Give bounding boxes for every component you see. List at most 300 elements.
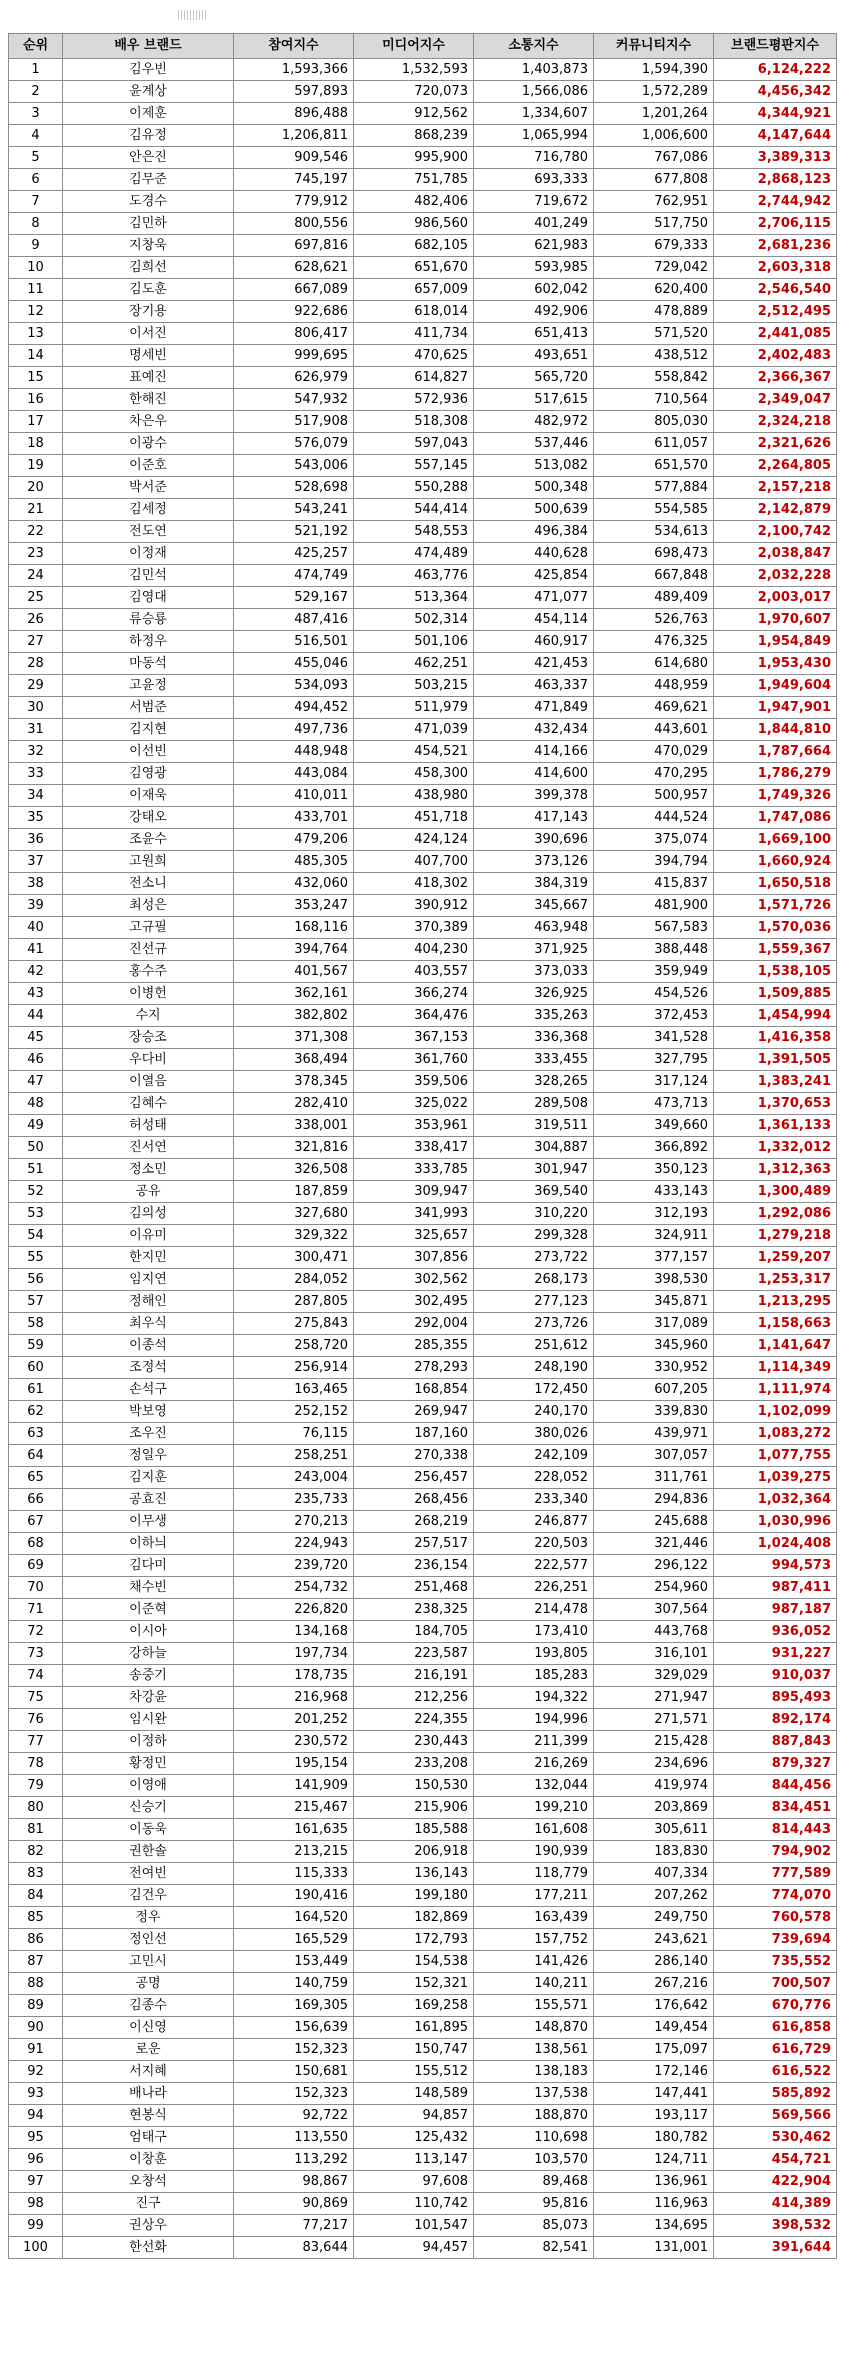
brand-reputation-index-cell: 2,706,115 [714,213,837,235]
participation-index-cell: 156,639 [234,2017,354,2039]
community-index-cell: 296,122 [594,1555,714,1577]
communication-index-cell: 384,319 [474,873,594,895]
table-row [9,1709,837,1731]
media-index-cell: 366,274 [354,983,474,1005]
table-row [9,1841,837,1863]
brand-reputation-index-cell: 2,402,483 [714,345,837,367]
media-index-cell: 169,258 [354,1995,474,2017]
table-row [9,2127,837,2149]
actor-name-cell: 진구 [63,2193,234,2215]
rank-cell: 77 [9,1731,63,1753]
rank-cell: 56 [9,1269,63,1291]
community-index-cell: 469,621 [594,697,714,719]
community-index-cell: 710,564 [594,389,714,411]
brand-reputation-index-cell: 569,566 [714,2105,837,2127]
rank-cell: 95 [9,2127,63,2149]
communication-index-cell: 248,190 [474,1357,594,1379]
brand-reputation-index-cell: 1,077,755 [714,1445,837,1467]
rank-cell: 43 [9,983,63,1005]
participation-index-cell: 113,292 [234,2149,354,2171]
participation-index-cell: 201,252 [234,1709,354,1731]
table-row [9,1489,837,1511]
rank-cell: 23 [9,543,63,565]
community-index-cell: 517,750 [594,213,714,235]
media-index-cell: 150,530 [354,1775,474,1797]
community-index-cell: 614,680 [594,653,714,675]
media-index-cell: 184,705 [354,1621,474,1643]
table-row [9,2237,837,2259]
community-index-cell: 500,957 [594,785,714,807]
media-index-cell: 150,747 [354,2039,474,2061]
table-row [9,939,837,961]
brand-reputation-index-cell: 1,032,364 [714,1489,837,1511]
communication-index-cell: 328,265 [474,1071,594,1093]
community-index-cell: 271,947 [594,1687,714,1709]
communication-index-cell: 173,410 [474,1621,594,1643]
table-row [9,1555,837,1577]
brand-reputation-index-cell: 1,669,100 [714,829,837,851]
participation-index-cell: 1,593,366 [234,59,354,81]
brand-reputation-index-cell: 834,451 [714,1797,837,1819]
brand-reputation-index-cell: 1,747,086 [714,807,837,829]
brand-reputation-index-cell: 398,532 [714,2215,837,2237]
rank-cell: 24 [9,565,63,587]
community-index-cell: 207,262 [594,1885,714,1907]
media-index-cell: 215,906 [354,1797,474,1819]
community-index-cell: 377,157 [594,1247,714,1269]
communication-index-cell: 414,166 [474,741,594,763]
media-index-cell: 557,145 [354,455,474,477]
media-index-cell: 458,300 [354,763,474,785]
actor-name-cell: 김우빈 [63,59,234,81]
community-index-cell: 317,089 [594,1313,714,1335]
actor-name-cell: 지창욱 [63,235,234,257]
participation-index-cell: 667,089 [234,279,354,301]
brand-reputation-index-cell: 1,954,849 [714,631,837,653]
actor-name-cell: 한지민 [63,1247,234,1269]
communication-index-cell: 421,453 [474,653,594,675]
rank-cell: 93 [9,2083,63,2105]
actor-name-cell: 임지연 [63,1269,234,1291]
brand-reputation-index-cell: 760,578 [714,1907,837,1929]
rank-cell: 45 [9,1027,63,1049]
table-row [9,1621,837,1643]
table-row [9,169,837,191]
table-row [9,279,837,301]
community-index-cell: 444,524 [594,807,714,829]
actor-name-cell: 강태오 [63,807,234,829]
communication-index-cell: 138,183 [474,2061,594,2083]
actor-name-cell: 오창석 [63,2171,234,2193]
actor-name-cell: 류승룡 [63,609,234,631]
media-index-cell: 370,389 [354,917,474,939]
media-index-cell: 101,547 [354,2215,474,2237]
media-index-cell: 110,742 [354,2193,474,2215]
brand-reputation-index-cell: 1,292,086 [714,1203,837,1225]
media-index-cell: 236,154 [354,1555,474,1577]
rank-cell: 9 [9,235,63,257]
table-row [9,961,837,983]
media-index-cell: 614,827 [354,367,474,389]
table-row [9,521,837,543]
media-index-cell: 353,961 [354,1115,474,1137]
media-index-cell: 238,325 [354,1599,474,1621]
rank-cell: 30 [9,697,63,719]
table-row [9,1819,837,1841]
media-index-cell: 216,191 [354,1665,474,1687]
brand-reputation-index-cell: 1,083,272 [714,1423,837,1445]
communication-index-cell: 214,478 [474,1599,594,1621]
participation-index-cell: 161,635 [234,1819,354,1841]
participation-index-cell: 485,305 [234,851,354,873]
actor-name-cell: 김다미 [63,1555,234,1577]
rank-cell: 67 [9,1511,63,1533]
table-row [9,1907,837,1929]
community-index-cell: 203,869 [594,1797,714,1819]
community-index-cell: 131,001 [594,2237,714,2259]
actor-name-cell: 이서진 [63,323,234,345]
participation-index-cell: 455,046 [234,653,354,675]
table-row [9,1665,837,1687]
participation-index-cell: 213,215 [234,1841,354,1863]
table-row [9,345,837,367]
brand-reputation-index-cell: 4,147,644 [714,125,837,147]
rank-cell: 28 [9,653,63,675]
communication-index-cell: 326,925 [474,983,594,1005]
participation-index-cell: 474,749 [234,565,354,587]
table-row [9,323,837,345]
table-row [9,81,837,103]
participation-index-cell: 76,115 [234,1423,354,1445]
rank-cell: 49 [9,1115,63,1137]
rank-cell: 36 [9,829,63,851]
communication-index-cell: 216,269 [474,1753,594,1775]
table-row [9,1071,837,1093]
rank-cell: 40 [9,917,63,939]
participation-index-cell: 382,802 [234,1005,354,1027]
participation-index-cell: 282,410 [234,1093,354,1115]
actor-name-cell: 이선빈 [63,741,234,763]
media-index-cell: 269,947 [354,1401,474,1423]
media-index-cell: 172,793 [354,1929,474,1951]
rank-cell: 71 [9,1599,63,1621]
table-row [9,1577,837,1599]
communication-index-cell: 513,082 [474,455,594,477]
actor-name-cell: 채수빈 [63,1577,234,1599]
community-index-cell: 193,117 [594,2105,714,2127]
brand-reputation-index-cell: 2,681,236 [714,235,837,257]
actor-name-cell: 김도훈 [63,279,234,301]
actor-name-cell: 김혜수 [63,1093,234,1115]
communication-index-cell: 155,571 [474,1995,594,2017]
communication-index-cell: 140,211 [474,1973,594,1995]
rank-cell: 1 [9,59,63,81]
rank-cell: 78 [9,1753,63,1775]
community-index-cell: 321,446 [594,1533,714,1555]
participation-index-cell: 258,251 [234,1445,354,1467]
participation-index-cell: 230,572 [234,1731,354,1753]
participation-index-cell: 150,681 [234,2061,354,2083]
media-index-cell: 212,256 [354,1687,474,1709]
actor-name-cell: 이하늬 [63,1533,234,1555]
media-index-cell: 233,208 [354,1753,474,1775]
brand-reputation-index-cell: 1,559,367 [714,939,837,961]
community-index-cell: 124,711 [594,2149,714,2171]
communication-index-cell: 194,996 [474,1709,594,1731]
participation-index-cell: 534,093 [234,675,354,697]
table-row [9,1181,837,1203]
rank-cell: 37 [9,851,63,873]
participation-index-cell: 410,011 [234,785,354,807]
actor-name-cell: 이제훈 [63,103,234,125]
community-index-cell: 311,761 [594,1467,714,1489]
rank-cell: 2 [9,81,63,103]
rank-cell: 99 [9,2215,63,2237]
header-rank: 순위 [9,34,63,59]
community-index-cell: 345,871 [594,1291,714,1313]
brand-reputation-index-cell: 2,512,495 [714,301,837,323]
communication-index-cell: 89,468 [474,2171,594,2193]
rank-cell: 35 [9,807,63,829]
media-index-cell: 720,073 [354,81,474,103]
media-index-cell: 470,625 [354,345,474,367]
rank-cell: 92 [9,2061,63,2083]
actor-name-cell: 공유 [63,1181,234,1203]
actor-name-cell: 이광수 [63,433,234,455]
communication-index-cell: 304,887 [474,1137,594,1159]
brand-reputation-index-cell: 774,070 [714,1885,837,1907]
participation-index-cell: 115,333 [234,1863,354,1885]
participation-index-cell: 140,759 [234,1973,354,1995]
participation-index-cell: 168,116 [234,917,354,939]
actor-name-cell: 정소민 [63,1159,234,1181]
participation-index-cell: 516,501 [234,631,354,653]
brand-reputation-index-cell: 1,039,275 [714,1467,837,1489]
table-row [9,2061,837,2083]
brand-reputation-index-cell: 2,349,047 [714,389,837,411]
brand-reputation-index-cell: 1,787,664 [714,741,837,763]
community-index-cell: 407,334 [594,1863,714,1885]
brand-reputation-index-cell: 2,032,228 [714,565,837,587]
media-index-cell: 361,760 [354,1049,474,1071]
actor-name-cell: 고민시 [63,1951,234,1973]
brand-reputation-index-cell: 2,546,540 [714,279,837,301]
table-row [9,1137,837,1159]
actor-name-cell: 현봉식 [63,2105,234,2127]
community-index-cell: 534,613 [594,521,714,543]
actor-name-cell: 차강윤 [63,1687,234,1709]
rank-cell: 85 [9,1907,63,1929]
media-index-cell: 125,432 [354,2127,474,2149]
media-index-cell: 407,700 [354,851,474,873]
community-index-cell: 330,952 [594,1357,714,1379]
media-index-cell: 223,587 [354,1643,474,1665]
participation-index-cell: 256,914 [234,1357,354,1379]
brand-reputation-index-cell: 936,052 [714,1621,837,1643]
community-index-cell: 327,795 [594,1049,714,1071]
community-index-cell: 176,642 [594,1995,714,2017]
rank-cell: 96 [9,2149,63,2171]
participation-index-cell: 597,893 [234,81,354,103]
table-row [9,1203,837,1225]
brand-reputation-index-cell: 454,721 [714,2149,837,2171]
brand-reputation-index-cell: 585,892 [714,2083,837,2105]
participation-index-cell: 163,465 [234,1379,354,1401]
actor-name-cell: 김민하 [63,213,234,235]
communication-index-cell: 371,925 [474,939,594,961]
actor-name-cell: 조우진 [63,1423,234,1445]
participation-index-cell: 1,206,811 [234,125,354,147]
rank-cell: 29 [9,675,63,697]
actor-name-cell: 이창훈 [63,2149,234,2171]
participation-index-cell: 576,079 [234,433,354,455]
media-index-cell: 501,106 [354,631,474,653]
actor-name-cell: 전여빈 [63,1863,234,1885]
header-participation-index: 참여지수 [234,34,354,59]
table-row [9,1731,837,1753]
rank-cell: 52 [9,1181,63,1203]
table-row [9,433,837,455]
communication-index-cell: 621,983 [474,235,594,257]
brand-reputation-index-cell: 987,187 [714,1599,837,1621]
rank-cell: 4 [9,125,63,147]
communication-index-cell: 500,348 [474,477,594,499]
participation-index-cell: 433,701 [234,807,354,829]
community-index-cell: 1,006,600 [594,125,714,147]
participation-index-cell: 275,843 [234,1313,354,1335]
communication-index-cell: 373,126 [474,851,594,873]
header-row [9,34,837,59]
community-index-cell: 448,959 [594,675,714,697]
rank-cell: 62 [9,1401,63,1423]
participation-index-cell: 896,488 [234,103,354,125]
community-index-cell: 307,057 [594,1445,714,1467]
actor-name-cell: 한해진 [63,389,234,411]
table-row [9,983,837,1005]
media-index-cell: 657,009 [354,279,474,301]
table-row [9,587,837,609]
actor-name-cell: 조윤수 [63,829,234,851]
brand-reputation-index-cell: 994,573 [714,1555,837,1577]
table-row [9,1269,837,1291]
actor-name-cell: 진서연 [63,1137,234,1159]
participation-index-cell: 806,417 [234,323,354,345]
media-index-cell: 463,776 [354,565,474,587]
table-body [9,59,837,2259]
actor-name-cell: 명세빈 [63,345,234,367]
participation-index-cell: 90,869 [234,2193,354,2215]
communication-index-cell: 246,877 [474,1511,594,1533]
brand-reputation-index-cell: 1,786,279 [714,763,837,785]
community-index-cell: 478,889 [594,301,714,323]
participation-index-cell: 254,732 [234,1577,354,1599]
brand-reputation-index-cell: 6,124,222 [714,59,837,81]
communication-index-cell: 319,511 [474,1115,594,1137]
media-index-cell: 544,414 [354,499,474,521]
table-row [9,389,837,411]
brand-reputation-index-cell: 2,142,879 [714,499,837,521]
participation-index-cell: 543,006 [234,455,354,477]
communication-index-cell: 651,413 [474,323,594,345]
participation-index-cell: 77,217 [234,2215,354,2237]
actor-name-cell: 전소니 [63,873,234,895]
communication-index-cell: 482,972 [474,411,594,433]
media-index-cell: 230,443 [354,1731,474,1753]
actor-name-cell: 전도연 [63,521,234,543]
table-header [9,34,837,59]
communication-index-cell: 333,455 [474,1049,594,1071]
rank-cell: 59 [9,1335,63,1357]
actor-name-cell: 한선화 [63,2237,234,2259]
media-index-cell: 482,406 [354,191,474,213]
table-row [9,609,837,631]
participation-index-cell: 800,556 [234,213,354,235]
communication-index-cell: 517,615 [474,389,594,411]
table-row [9,477,837,499]
participation-index-cell: 425,257 [234,543,354,565]
media-index-cell: 462,251 [354,653,474,675]
media-index-cell: 154,538 [354,1951,474,1973]
communication-index-cell: 500,639 [474,499,594,521]
participation-index-cell: 134,168 [234,1621,354,1643]
brand-reputation-index-cell: 739,694 [714,1929,837,1951]
communication-index-cell: 602,042 [474,279,594,301]
table-row [9,763,837,785]
media-index-cell: 471,039 [354,719,474,741]
community-index-cell: 443,601 [594,719,714,741]
community-index-cell: 271,571 [594,1709,714,1731]
brand-reputation-index-cell: 1,571,726 [714,895,837,917]
rank-cell: 91 [9,2039,63,2061]
actor-name-cell: 김무준 [63,169,234,191]
rank-cell: 79 [9,1775,63,1797]
table-row [9,1401,837,1423]
participation-index-cell: 371,308 [234,1027,354,1049]
participation-index-cell: 529,167 [234,587,354,609]
media-index-cell: 270,338 [354,1445,474,1467]
communication-index-cell: 1,403,873 [474,59,594,81]
brand-reputation-index-cell: 1,361,133 [714,1115,837,1137]
community-index-cell: 116,963 [594,2193,714,2215]
actor-name-cell: 김영광 [63,763,234,785]
actor-name-cell: 이동욱 [63,1819,234,1841]
community-index-cell: 470,029 [594,741,714,763]
communication-index-cell: 163,439 [474,1907,594,1929]
participation-index-cell: 401,567 [234,961,354,983]
actor-name-cell: 차은우 [63,411,234,433]
rank-cell: 33 [9,763,63,785]
communication-index-cell: 277,123 [474,1291,594,1313]
community-index-cell: 359,949 [594,961,714,983]
actor-name-cell: 이유미 [63,1225,234,1247]
community-index-cell: 339,830 [594,1401,714,1423]
communication-index-cell: 268,173 [474,1269,594,1291]
community-index-cell: 526,763 [594,609,714,631]
participation-index-cell: 284,052 [234,1269,354,1291]
table-row [9,565,837,587]
actor-name-cell: 우다비 [63,1049,234,1071]
table-row [9,1863,837,1885]
brand-reputation-index-cell: 735,552 [714,1951,837,1973]
rank-cell: 53 [9,1203,63,1225]
media-index-cell: 548,553 [354,521,474,543]
media-index-cell: 550,288 [354,477,474,499]
rank-cell: 46 [9,1049,63,1071]
actor-name-cell: 김의성 [63,1203,234,1225]
communication-index-cell: 251,612 [474,1335,594,1357]
media-index-cell: 451,718 [354,807,474,829]
table-row [9,675,837,697]
